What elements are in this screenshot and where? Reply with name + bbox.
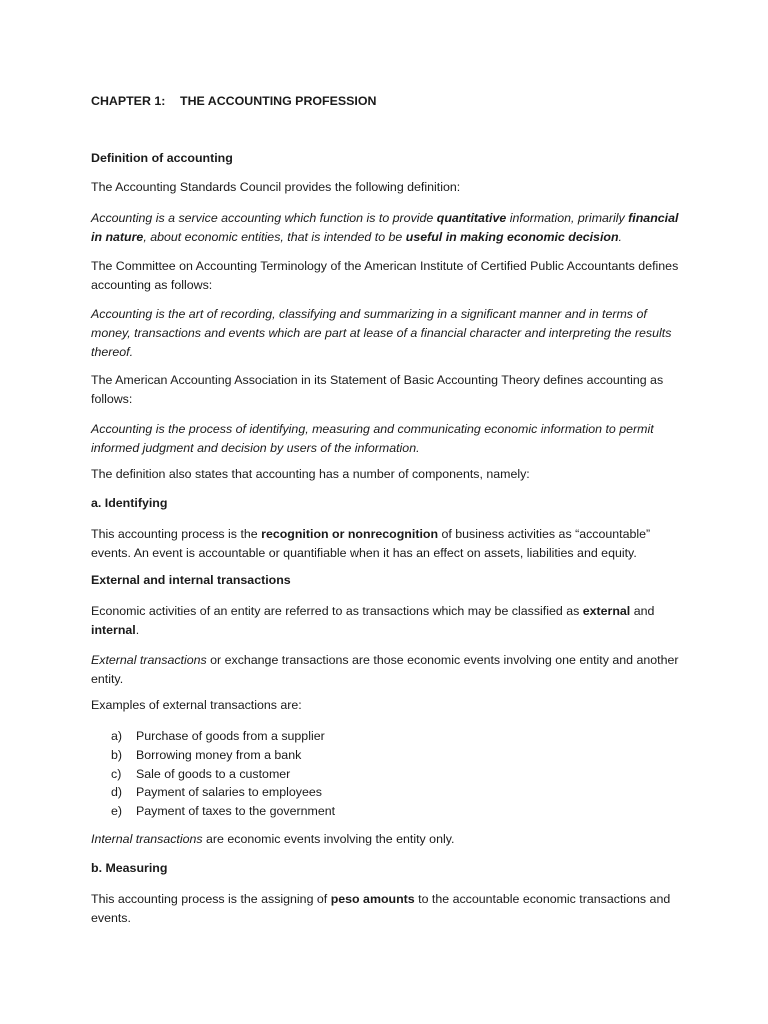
- list-item: d) Payment of salaries to employees: [111, 785, 322, 800]
- asc-definition: Accounting is a service accounting which function is to provide quantitative information, primarily financial in nature, about economic entities, that is intended to be useful in making economic decision.: [91, 211, 679, 244]
- list-item: e) Payment of taxes to the government: [111, 804, 336, 819]
- identifying-heading: a. Identifying: [91, 496, 168, 510]
- list-item: b) Borrowing money from a bank: [111, 747, 302, 762]
- internal-transactions-paragraph: Internal transactions are economic events involving the entity only.: [91, 832, 455, 846]
- economic-activities-paragraph: Economic activities of an entity are referred to as transactions which may be classified as external and internal.: [91, 604, 655, 637]
- identifying-paragraph: This accounting process is the recognition or nonrecognition of business activities as “accountable” events. An event is accountable or quantifiable when it has an effect on assets, liabilities and equity.: [91, 527, 651, 560]
- external-internal-heading: External and internal transactions: [91, 573, 291, 587]
- measuring-heading: b. Measuring: [91, 861, 168, 875]
- cat-definition: Accounting is the art of recording, classifying and summarizing in a significant manner and in terms of money, transactions and events which are part at lease of a financial character and interpreting the results thereof.: [91, 307, 672, 359]
- aaa-intro: The American Accounting Association in its Statement of Basic Accounting Theory defines accounting as follows:: [91, 373, 664, 406]
- chapter-heading: [91, 94, 376, 108]
- list-item: c) Sale of goods to a customer: [111, 766, 291, 781]
- list-item: a) Purchase of goods from a supplier: [111, 729, 325, 743]
- components-intro: The definition also states that accounting has a number of components, namely:: [91, 467, 530, 481]
- cat-intro: The Committee on Accounting Terminology of the American Institute of Certified Public Accountants defines accounting as follows:: [91, 259, 679, 292]
- asc-intro: The Accounting Standards Council provides the following definition:: [91, 180, 461, 194]
- external-transactions-paragraph: External transactions or exchange transactions are those economic events involving one entity and another entity.: [91, 653, 679, 686]
- chapter-title: THE ACCOUNTING PROFESSION: [180, 94, 377, 108]
- examples-heading: Examples of external transactions are:: [91, 698, 302, 712]
- definition-heading: Definition of accounting: [91, 151, 233, 165]
- examples-list: [91, 727, 686, 821]
- aaa-definition: Accounting is the process of identifying, measuring and communicating economic information to permit informed judgment and decision by users of the information.: [91, 422, 654, 455]
- chapter-number: CHAPTER 1:: [91, 94, 166, 108]
- measuring-paragraph: This accounting process is the assigning of peso amounts to the accountable economic transactions and events.: [91, 892, 671, 925]
